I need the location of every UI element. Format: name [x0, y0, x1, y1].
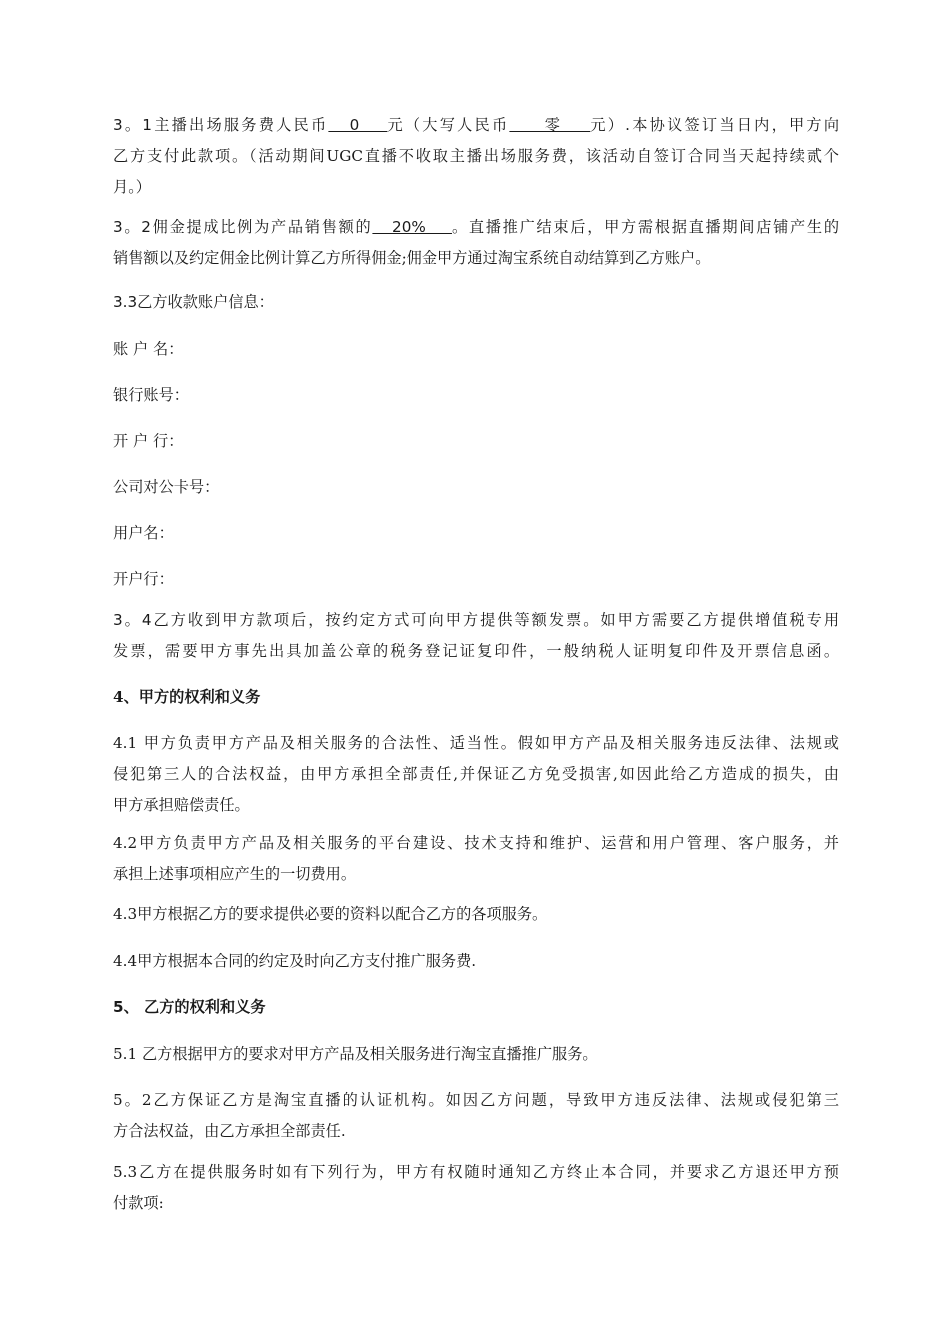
clause-3-1-line-1	[113, 110, 839, 141]
clause-4-3: 4.3甲方根据乙方的要求提供必要的资料以配合乙方的各项服务。	[113, 905, 548, 923]
clause-text: 元）.本协议签订当日内，甲方向	[590, 116, 840, 134]
clause-text: 佣金提成比例为产品销售额的	[150, 218, 373, 236]
clause-5-2-line-1: 5。2乙方保证乙方是淘宝直播的认证机构。如因乙方问题，导致甲方违反法律、法规或侵犯第三	[113, 1091, 839, 1109]
field-account-name: 账 户 名：	[113, 340, 184, 358]
clause-3-2	[113, 212, 839, 274]
clause-4-1-line-3: 甲方承担赔偿责任。	[113, 796, 250, 814]
clause-4-2-line-1: 4.2甲方负责甲方产品及相关服务的平台建设、技术支持和维护、运营和用户管理、客户服务，并	[113, 834, 839, 852]
clause-4-1-line-1: 4.1 甲方负责甲方产品及相关服务的合法性、适当性。假如甲方产品及相关服务违反法律、法规或	[113, 734, 839, 752]
clause-5-3-line-2: 付款项:	[113, 1194, 164, 1212]
clause-text: 元（大写人民币	[387, 116, 510, 134]
clause-5-2-line-2: 方合法权益，由乙方承担全部责任.	[113, 1122, 346, 1140]
clause-3-3	[113, 287, 839, 318]
clause-3-2-line-1	[113, 212, 839, 243]
clause-text: 乙方收到甲方款项后，按约定方式可向甲方提供等额发票。如甲方需要乙方提供增值税专用	[151, 611, 840, 629]
clause-4-2-line-2: 承担上述事项相应产生的一切费用。	[113, 865, 356, 883]
clause-3-4	[113, 605, 839, 667]
clause-3-4-line-2: 发票，需要甲方事先出具加盖公章的税务登记证复印件，一般纳税人证明复印件及开票信息函。	[113, 642, 839, 660]
field-username: 用户名：	[113, 524, 174, 542]
clause-text: 乙方收款账户信息：	[137, 293, 274, 311]
clause-5-3-line-1: 5.3乙方在提供服务时如有下列行为，甲方有权随时通知乙方终止本合同，并要求乙方退还甲方预	[113, 1163, 839, 1181]
clause-5-1: 5.1 乙方根据甲方的要求对甲方产品及相关服务进行淘宝直播推广服务。	[113, 1045, 598, 1063]
clause-text: 主播出场服务费人民币	[151, 116, 329, 134]
clause-text: 。直播推广结束后，甲方需根据直播期间店铺产生的	[451, 218, 840, 236]
section-5-heading	[113, 992, 839, 1023]
clause-4-1	[113, 728, 839, 821]
clause-3-2-line-2: 销售额以及约定佣金比例计算乙方所得佣金;佣金甲方通过淘宝系统自动结算到乙方账户。	[113, 249, 711, 267]
commission-rate-field: 20%	[372, 218, 452, 236]
clause-4-2	[113, 828, 839, 890]
clause-3-1	[113, 110, 839, 203]
section-title: 乙方的权利和义务	[138, 998, 266, 1016]
clause-number: 3。2	[113, 218, 151, 236]
fee-amount-field: 0	[328, 116, 388, 134]
field-bank-account: 银行账号：	[113, 386, 189, 404]
clause-number: 3。1	[113, 116, 152, 134]
field-bank-branch-2: 开户行：	[113, 570, 174, 588]
field-corporate-card: 公司对公卡号：	[113, 478, 220, 496]
field-bank-branch: 开 户 行：	[113, 432, 184, 450]
fee-amount-words-field: 零	[509, 116, 591, 134]
clause-4-1-line-2: 侵犯第三人的合法权益，由甲方承担全部责任,并保证乙方免受损害,如因此给乙方造成的损失，由	[113, 765, 839, 783]
section-number: 5、	[113, 998, 139, 1016]
clause-4-4: 4.4甲方根据本合同的约定及时向乙方支付推广服务费.	[113, 952, 477, 970]
clause-number: 3.3	[113, 293, 138, 311]
clause-5-2	[113, 1085, 839, 1147]
clause-number: 3。4	[113, 611, 152, 629]
section-4-heading: 4、甲方的权利和义务	[113, 688, 261, 706]
clause-3-1-line-2: 乙方支付此款项。（活动期间UGC直播不收取主播出场服务费，该活动自签订合同当天起持续贰个	[113, 147, 839, 165]
clause-3-4-line-1	[113, 605, 839, 636]
clause-3-1-line-3: 月。）	[113, 178, 151, 196]
clause-5-3	[113, 1157, 839, 1219]
